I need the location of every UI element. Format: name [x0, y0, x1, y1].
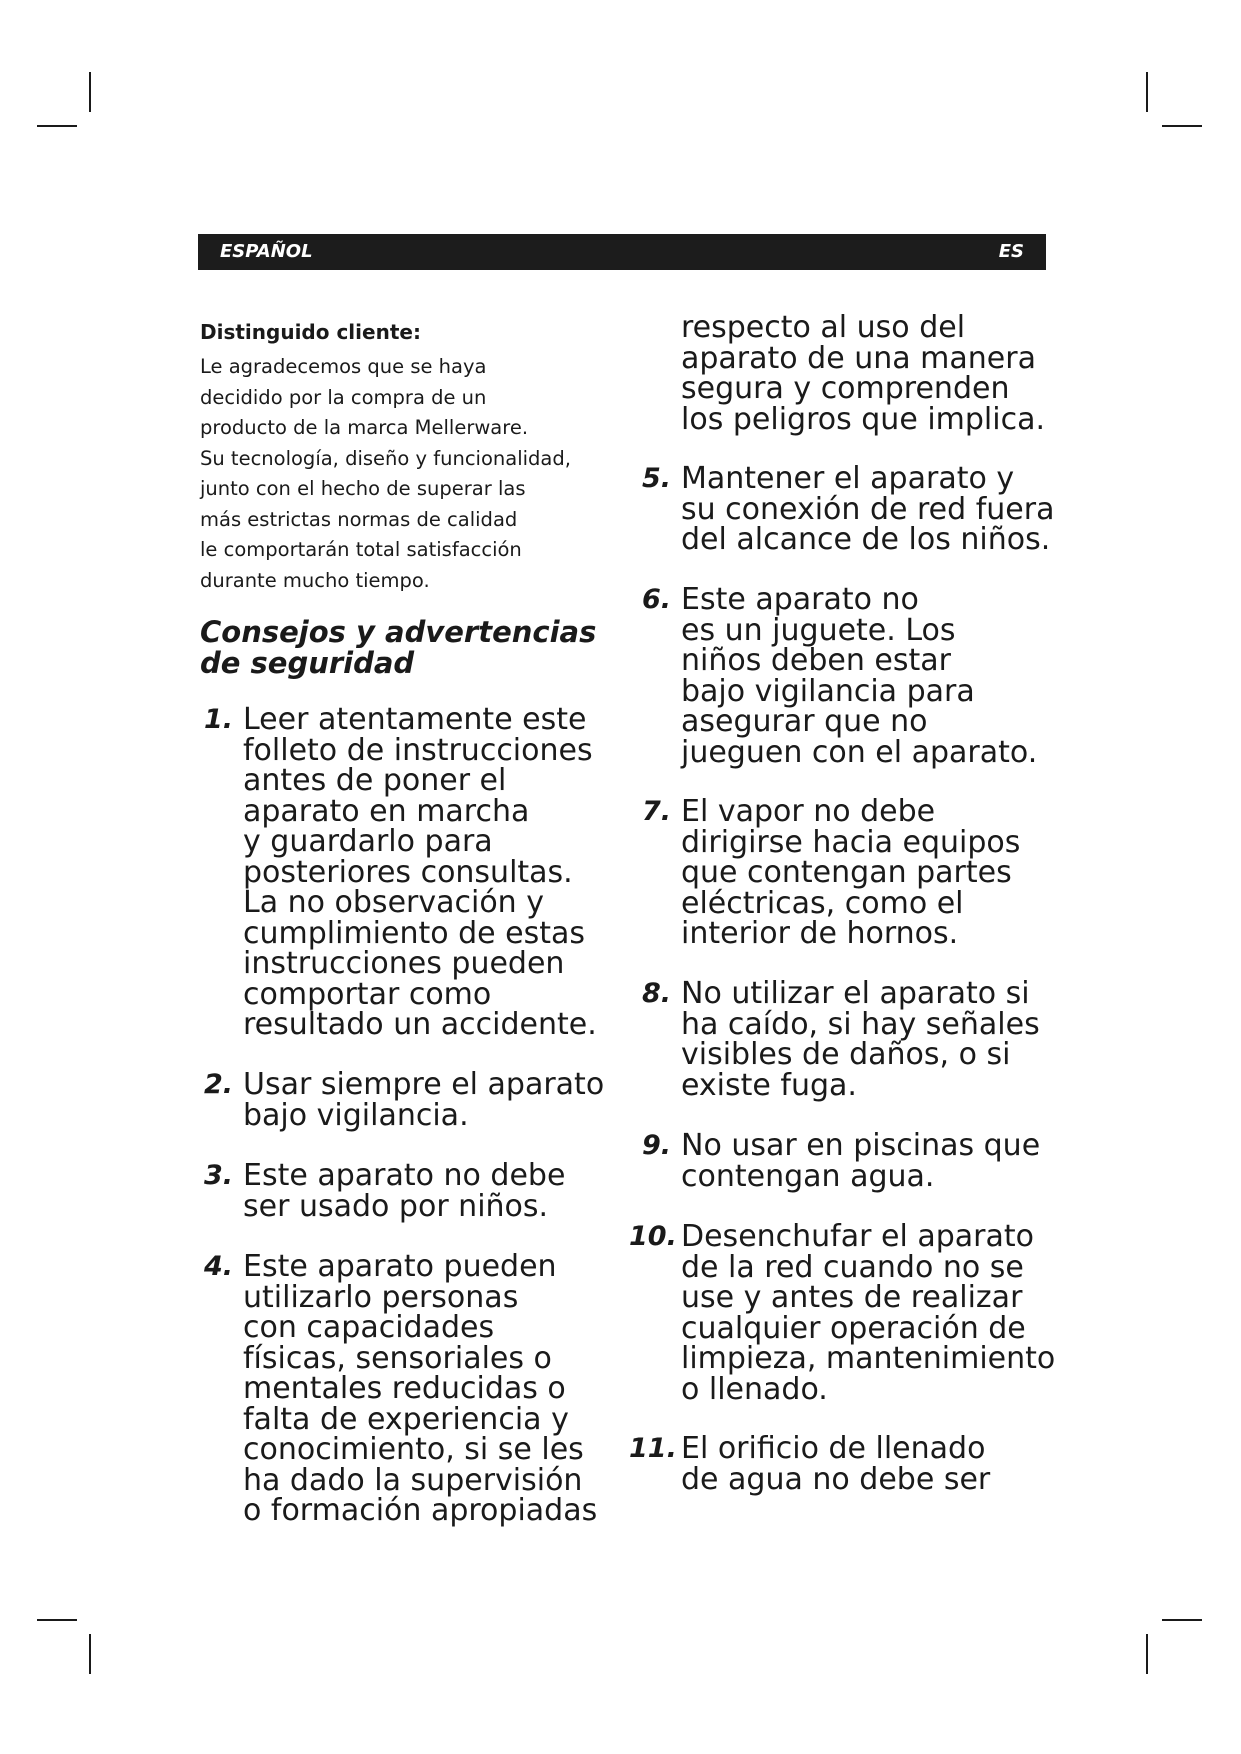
item-line: El orificio de llenado	[681, 1431, 986, 1466]
language-label: ESPAÑOL	[220, 241, 313, 262]
item-line: los peligros que implica.	[681, 401, 1045, 437]
crop-mark	[1146, 72, 1148, 112]
item-line: El vapor no debe	[681, 794, 936, 829]
item-line: del alcance de los niños.	[681, 522, 1051, 557]
section-title-line: de seguridad	[200, 646, 415, 680]
safety-item-3	[203, 1158, 566, 1224]
item-line: y guardarlo para	[243, 824, 493, 859]
item-line: conocimiento, si se les	[243, 1432, 584, 1467]
item-line: visibles de daños, o si	[681, 1037, 1011, 1072]
item-line: físicas, sensoriales o	[243, 1340, 552, 1376]
item-number: 10.	[629, 1221, 677, 1252]
intro-line: junto con el hecho de superar las	[200, 477, 526, 500]
item-line: ha caído, si hay señales	[681, 1006, 1040, 1042]
item-line: de agua no debe ser	[681, 1461, 991, 1497]
crop-mark	[89, 1634, 91, 1674]
item-number: 2.	[203, 1069, 233, 1100]
safety-item-1	[203, 702, 597, 1042]
item-line: ser usado por niños.	[243, 1188, 549, 1224]
item-line: Mantener el aparato y	[681, 461, 1015, 496]
item-line: utilizarlo personas	[243, 1279, 519, 1315]
safety-item-4-continued	[681, 310, 1045, 437]
item-line: que contengan partes	[681, 855, 1012, 890]
item-line: Leer atentamente este	[243, 702, 587, 737]
safety-item-2	[203, 1067, 605, 1133]
item-line: dirigirse hacia equipos	[681, 824, 1021, 860]
item-number: 4.	[203, 1251, 233, 1282]
item-line: o llenado.	[681, 1371, 828, 1407]
intro-line: Le agradecemos que se haya	[200, 355, 487, 378]
item-line: No utilizar el aparato si	[681, 976, 1030, 1011]
crop-mark	[37, 125, 77, 127]
item-line: bajo vigilancia.	[243, 1097, 469, 1133]
item-line: segura y comprenden	[681, 371, 1010, 406]
item-line: limpieza, mantenimiento	[681, 1341, 1056, 1376]
item-line: La no observación y	[243, 885, 544, 920]
item-line: jueguen con el aparato.	[681, 734, 1038, 770]
item-line: es un juguete. Los	[681, 612, 956, 648]
item-number: 6.	[641, 584, 671, 615]
item-number: 8.	[641, 978, 671, 1009]
safety-item-8	[641, 976, 1040, 1103]
crop-mark	[1146, 1634, 1148, 1674]
item-line: respecto al uso del	[681, 310, 966, 345]
item-line: cumplimiento de estas	[243, 915, 586, 951]
item-line: asegurar que no	[681, 704, 928, 739]
item-line: aparato de una manera	[681, 340, 1036, 376]
section-title-line: Consejos y advertencias	[200, 615, 597, 649]
intro-line: Su tecnología, diseño y funcionalidad,	[200, 446, 571, 470]
item-line: con capacidades	[243, 1310, 495, 1345]
intro-line: durante mucho tiempo.	[200, 568, 430, 592]
crop-mark	[1162, 1619, 1202, 1621]
safety-item-6	[641, 582, 1038, 770]
item-line: Este aparato pueden	[243, 1249, 557, 1284]
item-line: interior de hornos.	[681, 916, 959, 951]
crop-mark	[89, 72, 91, 112]
safety-item-10	[629, 1219, 1056, 1407]
item-line: folleto de instrucciones	[243, 732, 593, 768]
crop-mark	[1162, 125, 1202, 127]
item-line: bajo vigilancia para	[681, 673, 975, 709]
safety-item-4	[203, 1249, 598, 1528]
language-code: ES	[998, 241, 1024, 262]
item-line: su conexión de red fuera	[681, 491, 1055, 527]
item-line: antes de poner el	[243, 763, 507, 798]
intro-block	[200, 318, 620, 596]
item-line: use y antes de realizar	[681, 1280, 1023, 1315]
item-line: Este aparato no debe	[243, 1158, 566, 1193]
intro-title: Distinguido cliente:	[200, 320, 421, 344]
item-line: contengan agua.	[681, 1158, 935, 1194]
intro-line: producto de la marca Mellerware.	[200, 416, 529, 439]
item-line: Desenchufar el aparato	[681, 1219, 1034, 1254]
item-line: Este aparato no	[681, 582, 919, 617]
intro-line: le comportarán total satisfacción	[200, 538, 522, 561]
item-line: Usar siempre el aparato	[243, 1067, 605, 1102]
language-header-bar	[198, 234, 1046, 270]
item-number: 9.	[641, 1130, 671, 1161]
item-number: 11.	[629, 1433, 677, 1464]
item-line: falta de experiencia y	[243, 1401, 569, 1437]
item-number: 5.	[641, 463, 671, 494]
safety-item-5	[641, 461, 1055, 557]
item-number: 7.	[641, 796, 671, 827]
safety-item-9	[641, 1128, 1041, 1194]
item-line: niños deben estar	[681, 643, 951, 678]
item-line: comportar como	[243, 976, 492, 1012]
item-line: existe fuga.	[681, 1067, 857, 1103]
item-line: eléctricas, como el	[681, 885, 964, 921]
safety-item-7	[641, 794, 1021, 951]
intro-line: más estrictas normas de calidad	[200, 507, 518, 531]
item-line: o formación apropiadas	[243, 1493, 598, 1528]
item-line: ha dado la supervisión	[243, 1462, 583, 1498]
item-number: 1.	[203, 704, 233, 735]
item-line: resultado un accidente.	[243, 1007, 597, 1042]
item-line: mentales reducidas o	[243, 1371, 566, 1406]
section-title	[200, 617, 630, 679]
item-line: posteriores consultas.	[243, 854, 573, 890]
item-line: aparato en marcha	[243, 793, 530, 829]
intro-line: decidido por la compra de un	[200, 385, 487, 409]
item-line: de la red cuando no se	[681, 1249, 1024, 1285]
item-line: cualquier operación de	[681, 1310, 1026, 1346]
item-line: instrucciones pueden	[243, 946, 565, 981]
item-line: No usar en piscinas que	[681, 1128, 1041, 1163]
item-number: 3.	[203, 1160, 233, 1191]
crop-mark	[37, 1619, 77, 1621]
safety-item-11	[629, 1431, 991, 1497]
